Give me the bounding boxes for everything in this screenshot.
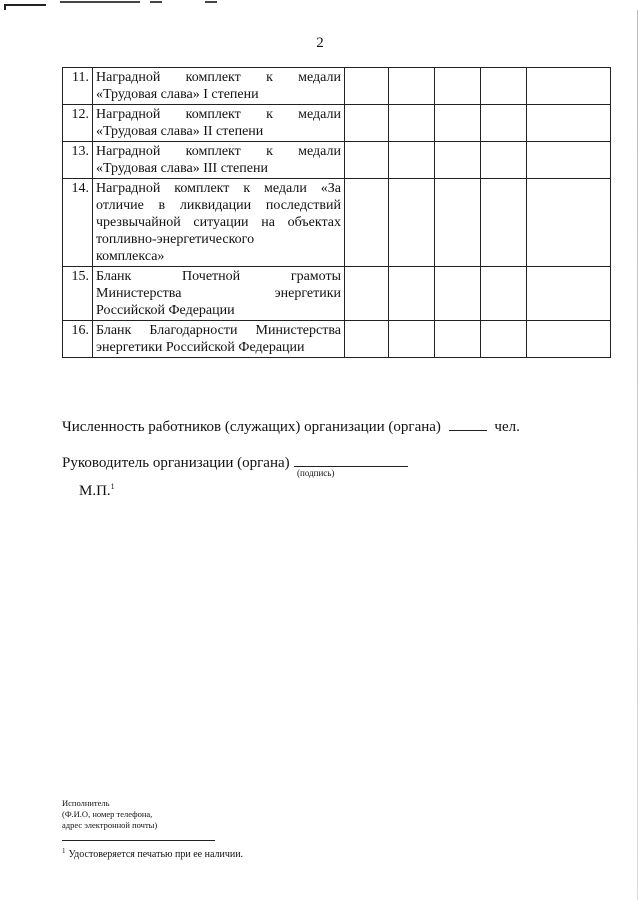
row-number: 16.	[63, 321, 93, 358]
table-row	[63, 179, 611, 267]
footnote-mark: 1	[62, 847, 66, 855]
empty-cell[interactable]	[435, 321, 481, 358]
empty-cell[interactable]	[435, 68, 481, 105]
staff-count-field[interactable]	[449, 416, 487, 431]
footnote-divider	[62, 840, 215, 841]
empty-cell[interactable]	[345, 267, 389, 321]
item-name-line: Наградной комплект к медали «За	[96, 181, 341, 196]
empty-cell[interactable]	[527, 68, 611, 105]
empty-cell[interactable]	[389, 105, 435, 142]
empty-cell[interactable]	[345, 68, 389, 105]
row-number: 13.	[63, 142, 93, 179]
staff-count-unit: чел.	[494, 419, 520, 435]
item-name-line: Бланк Почетной грамоты	[96, 269, 341, 284]
empty-cell[interactable]	[345, 105, 389, 142]
empty-cell[interactable]	[345, 179, 389, 267]
empty-cell[interactable]	[481, 68, 527, 105]
empty-cell[interactable]	[345, 142, 389, 179]
empty-cell[interactable]	[527, 267, 611, 321]
item-name-line: отличие в ликвидации последствий	[96, 198, 341, 213]
awards-table	[62, 67, 611, 358]
item-name	[93, 321, 345, 358]
head-label: Руководитель организации (органа)	[62, 455, 290, 471]
item-name	[93, 267, 345, 321]
table-row	[63, 321, 611, 358]
footnote-text: Удостоверяется печатью при ее наличии.	[68, 849, 244, 860]
item-name-line: Российской Федерации	[96, 303, 235, 318]
scan-artifact	[205, 1, 217, 3]
staff-count-label: Численность работников (служащих) организации (органа)	[62, 419, 441, 435]
table-row	[63, 105, 611, 142]
signature-caption: (подпись)	[297, 468, 335, 478]
row-number: 12.	[63, 105, 93, 142]
scan-artifact	[4, 4, 46, 6]
scan-artifact	[60, 1, 140, 3]
executor-block	[62, 798, 157, 831]
row-number: 14.	[63, 179, 93, 267]
scan-edge-right	[637, 10, 638, 900]
item-name-line: Наградной комплект к медали	[96, 70, 341, 85]
empty-cell[interactable]	[435, 267, 481, 321]
empty-cell[interactable]	[389, 321, 435, 358]
empty-cell[interactable]	[435, 105, 481, 142]
row-number: 11.	[63, 68, 93, 105]
stamp-place	[79, 482, 115, 500]
empty-cell[interactable]	[527, 179, 611, 267]
item-name-line: Бланк Благодарности Министерства	[96, 323, 341, 338]
table-row	[63, 68, 611, 105]
footnote	[62, 847, 243, 860]
item-name-line: «Трудовая слава» I степени	[96, 87, 259, 102]
executor-title: Исполнитель	[62, 798, 110, 808]
scan-artifact	[4, 4, 6, 10]
executor-line2: адрес электронной почты)	[62, 820, 158, 830]
empty-cell[interactable]	[389, 68, 435, 105]
empty-cell[interactable]	[481, 321, 527, 358]
item-name-line: энергетики Российской Федерации	[96, 340, 305, 355]
table-row	[63, 142, 611, 179]
empty-cell[interactable]	[527, 321, 611, 358]
empty-cell[interactable]	[435, 179, 481, 267]
item-name	[93, 105, 345, 142]
item-name-line: комплекса»	[96, 249, 165, 264]
item-name-line: Наградной комплект к медали	[96, 144, 341, 159]
empty-cell[interactable]	[345, 321, 389, 358]
item-name-line: топливно-энергетического	[96, 232, 255, 247]
item-name	[93, 142, 345, 179]
footnote-reference: 1	[110, 482, 115, 491]
table-row	[63, 267, 611, 321]
empty-cell[interactable]	[389, 267, 435, 321]
item-name	[93, 179, 345, 267]
row-number: 15.	[63, 267, 93, 321]
empty-cell[interactable]	[389, 142, 435, 179]
scan-artifact	[150, 1, 162, 3]
head-signature-line	[62, 452, 408, 472]
empty-cell[interactable]	[389, 179, 435, 267]
item-name-line: «Трудовая слава» III степени	[96, 161, 268, 176]
stamp-label: М.П.	[79, 483, 111, 499]
item-name	[93, 68, 345, 105]
empty-cell[interactable]	[527, 142, 611, 179]
item-name-line: чрезвычайной ситуации на объектах	[96, 215, 341, 230]
item-name-line: «Трудовая слава» II степени	[96, 124, 264, 139]
empty-cell[interactable]	[481, 142, 527, 179]
item-name-line: Наградной комплект к медали	[96, 107, 341, 122]
empty-cell[interactable]	[481, 267, 527, 321]
empty-cell[interactable]	[481, 179, 527, 267]
executor-line1: (Ф.И.О, номер телефона,	[62, 809, 153, 819]
empty-cell[interactable]	[481, 105, 527, 142]
empty-cell[interactable]	[435, 142, 481, 179]
item-name-line: Министерства энергетики	[96, 286, 341, 301]
signature-field[interactable]	[294, 452, 408, 467]
page-number: 2	[316, 35, 324, 51]
scan-edge-top	[0, 0, 640, 10]
empty-cell[interactable]	[527, 105, 611, 142]
staff-count-line	[62, 416, 520, 436]
